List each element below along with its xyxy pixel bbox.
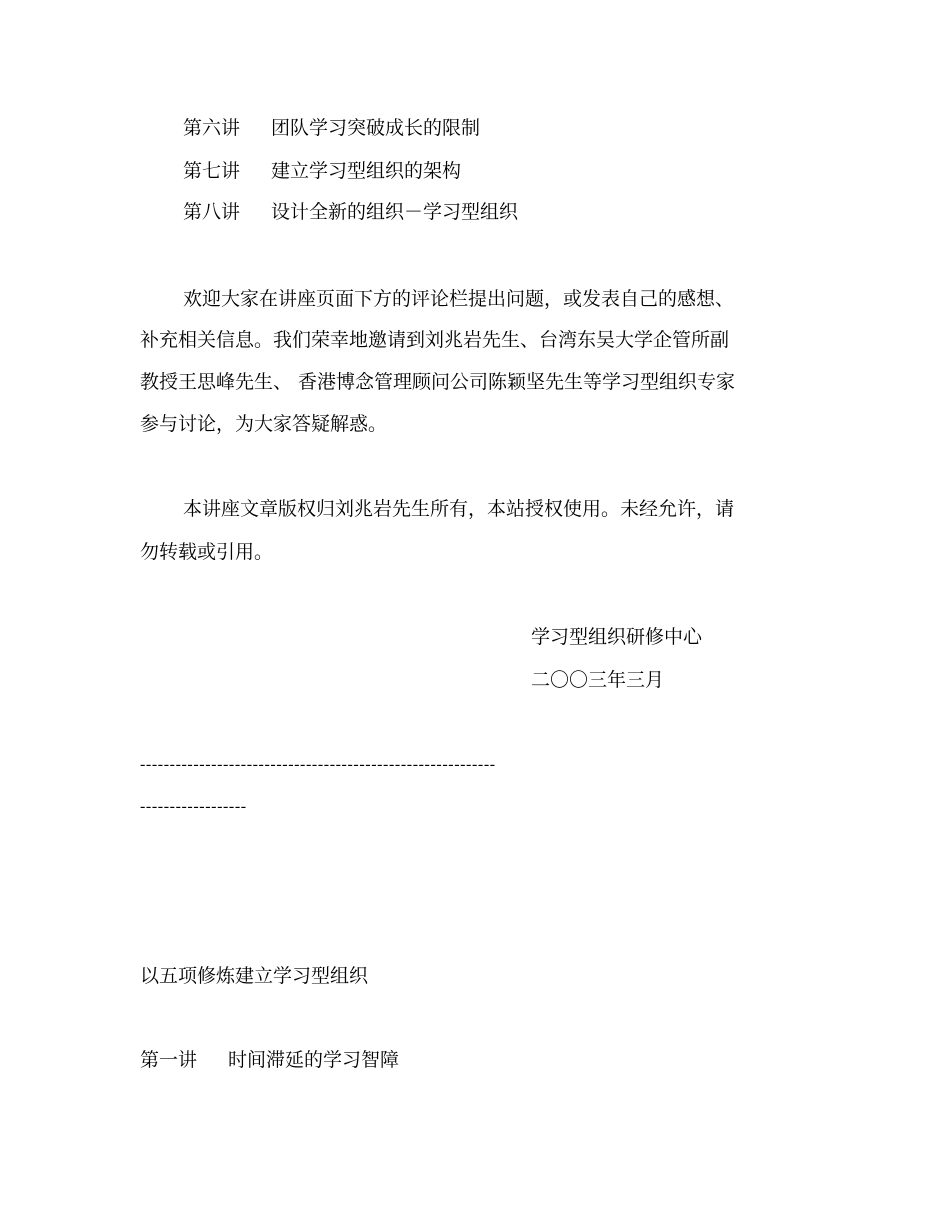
copyright-line-2: 勿转载或引用。	[140, 541, 274, 563]
section-title: 以五项修炼建立学习型组织	[140, 965, 369, 987]
toc-number: 第八讲	[183, 201, 241, 223]
first-lecture	[140, 1048, 399, 1072]
invite-line-3: 教授王思峰先生、 香港博念管理顾问公司陈颖坚先生等学习型组织专家	[140, 371, 736, 393]
invite-line-4: 参与讨论，为大家答疑解惑。	[140, 413, 388, 435]
signature-date: 二〇〇三年三月	[531, 669, 665, 691]
separator-line-1: ------------------------------------------------------------	[140, 756, 496, 773]
toc-number: 第六讲	[183, 117, 241, 139]
invite-line-1: 欢迎大家在讲座页面下方的评论栏提出问题，或发表自己的感想、	[183, 288, 735, 310]
toc-item-8	[183, 200, 518, 224]
toc-number: 第七讲	[183, 160, 241, 182]
signature-organization: 学习型组织研修中心	[531, 626, 703, 648]
lecture-number: 第一讲	[140, 1049, 198, 1071]
invite-line-2: 补充相关信息。我们荣幸地邀请到刘兆岩先生、台湾东吴大学企管所副	[140, 329, 730, 351]
toc-title: 建立学习型组织的架构	[271, 160, 462, 182]
toc-item-7	[183, 159, 461, 183]
lecture-title: 时间滞延的学习智障	[228, 1049, 400, 1071]
toc-title: 团队学习突破成长的限制	[271, 117, 481, 139]
copyright-line-1: 本讲座文章版权归刘兆岩先生所有，本站授权使用。未经允许，请	[183, 498, 735, 520]
separator-line-2: ------------------	[140, 798, 247, 815]
toc-title: 设计全新的组织－学习型组织	[271, 201, 519, 223]
toc-item-6	[183, 116, 480, 140]
